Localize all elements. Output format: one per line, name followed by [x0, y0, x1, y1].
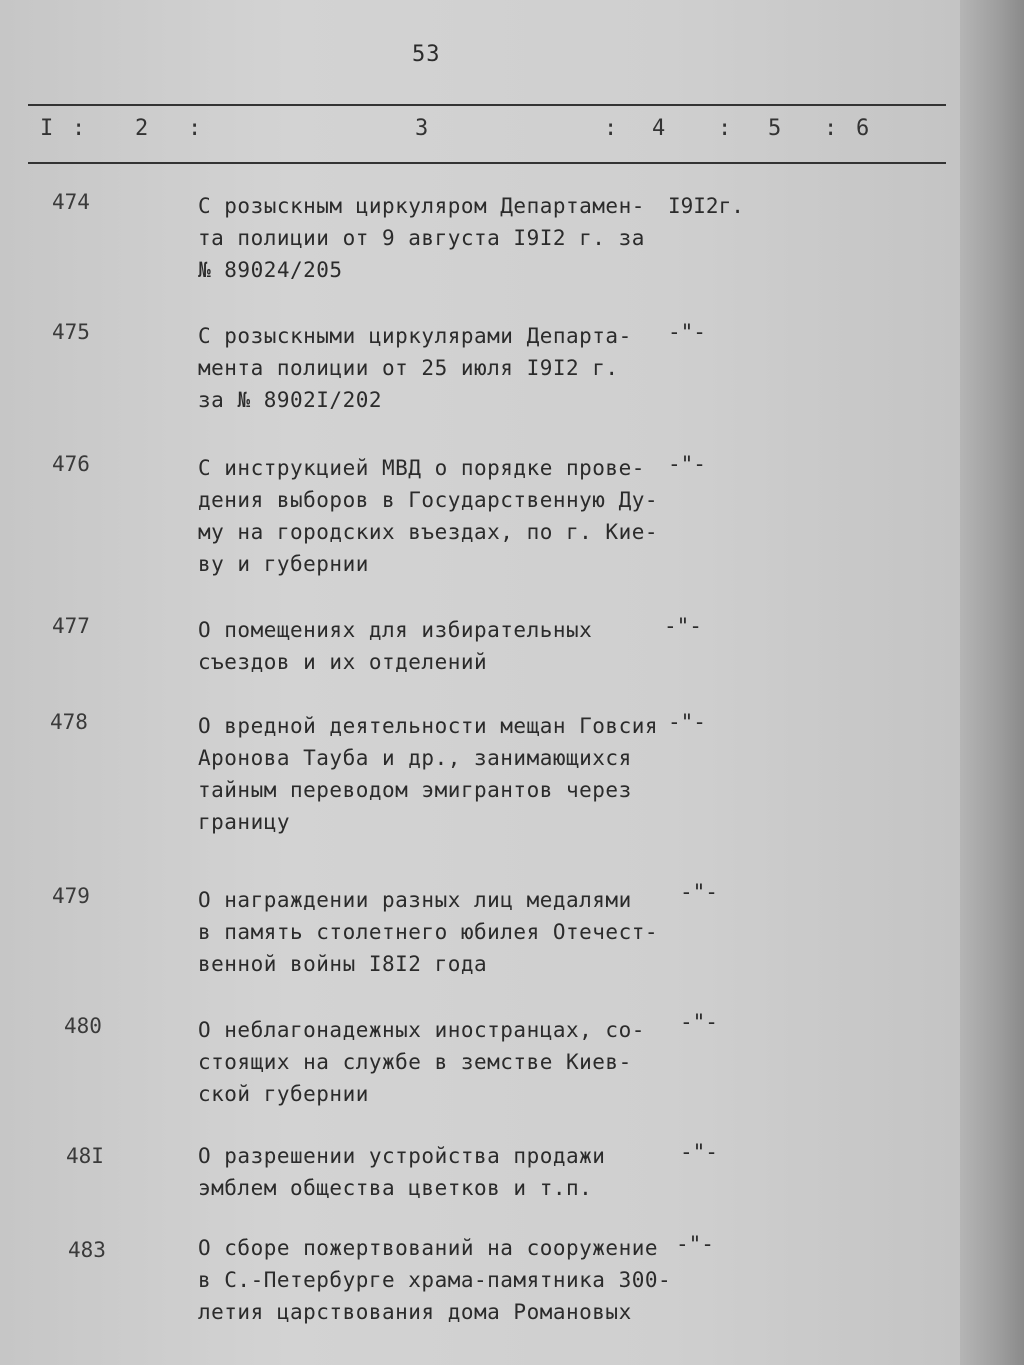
- entry-number: 479: [52, 884, 90, 908]
- entry-number: 48I: [66, 1144, 104, 1168]
- entry-title: О помещениях для избирательных съездов и их отделений: [198, 618, 593, 674]
- entry-date: -"-: [676, 1232, 714, 1256]
- header-rule-bottom: [28, 162, 946, 164]
- column-separator-3: :: [604, 116, 618, 141]
- header-rule-top: [28, 104, 946, 106]
- entry-date: -"-: [668, 710, 706, 734]
- column-separator-2: :: [188, 116, 202, 141]
- entry-number: 477: [52, 614, 90, 638]
- column-header-2: 2: [135, 116, 149, 141]
- entry-title: О неблагонадежных иностранцах, со- стоящих на службе в земстве Киев- ской губернии: [198, 1018, 645, 1106]
- column-separator-4: :: [718, 116, 732, 141]
- entry-number: 478: [50, 710, 88, 734]
- entry-title: С инструкцией МВД о порядке прове- дения выборов в Государственную Ду- му на городских въездах, по г. Кие- ву и губернии: [198, 456, 659, 576]
- entry-date: -"-: [680, 1140, 718, 1164]
- entry-title: С розыскными циркулярами Департа- мента полиции от 25 июля I9I2 г. за № 8902I/202: [198, 324, 632, 412]
- entry-number: 475: [52, 320, 90, 344]
- entry-title: С розыскным циркуляром Департамен- та полиции от 9 августа I9I2 г. за № 89024/205: [198, 194, 645, 282]
- entry-number: 474: [52, 190, 90, 214]
- entry-title: О награждении разных лиц медалями в память столетнего юбилея Отечест- венной войны I8I2 года: [198, 888, 659, 976]
- entry-title: О сборе пожертвований на сооружение в С.-Петербурге храма-памятника 300- летия царствования дома Романовых: [198, 1236, 672, 1324]
- column-header-3: 3: [415, 116, 429, 141]
- entry-date: -"-: [668, 320, 706, 344]
- entry-title: О вредной деятельности мещан Говсия Аронова Тауба и др., занимающихся тайным переводом эмигрантов через границу: [198, 714, 659, 834]
- entry-date: I9I2г.: [668, 194, 744, 218]
- column-header-4: 4: [652, 116, 666, 141]
- column-header-6: 6: [856, 116, 870, 141]
- column-separator-5: :: [824, 116, 838, 141]
- entry-number: 483: [68, 1238, 106, 1262]
- page-number: 53: [412, 42, 441, 67]
- entry-date: -"-: [664, 614, 702, 638]
- column-separator-1: :: [72, 116, 86, 141]
- entry-date: -"-: [668, 452, 706, 476]
- entry-date: -"-: [680, 1010, 718, 1034]
- column-header-1: I: [40, 116, 54, 141]
- entry-number: 476: [52, 452, 90, 476]
- page-edge-background: [960, 0, 1024, 1365]
- entry-number: 480: [64, 1014, 102, 1038]
- entry-date: -"-: [680, 880, 718, 904]
- column-header-5: 5: [768, 116, 782, 141]
- entry-title: О разрешении устройства продажи эмблем общества цветков и т.п.: [198, 1144, 606, 1200]
